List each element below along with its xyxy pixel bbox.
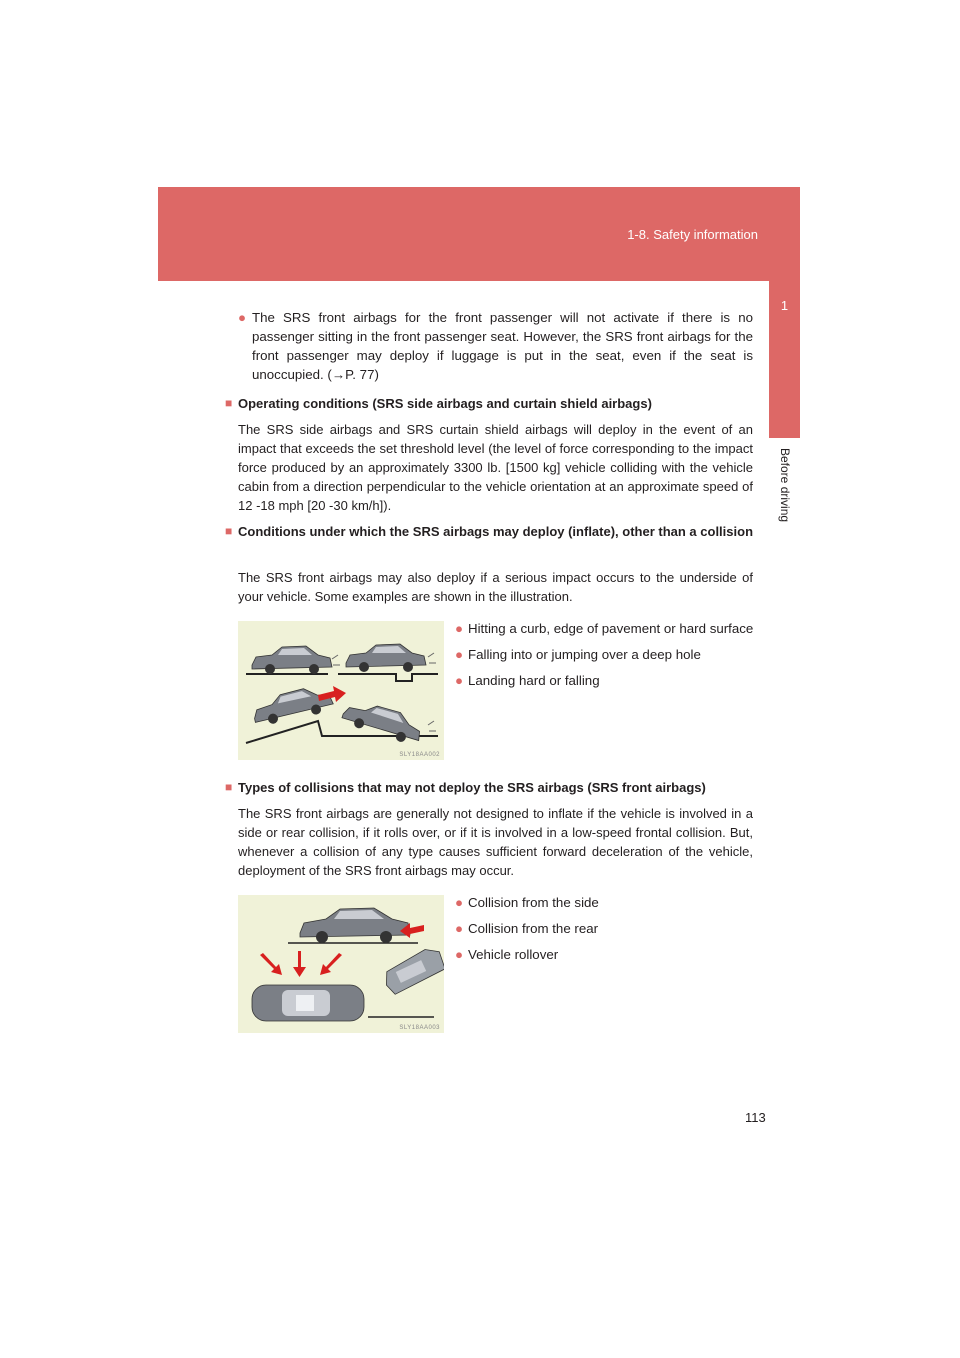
list-item: ● Collision from the side [455,895,599,910]
collision-cars-drawing [238,895,444,1033]
front-passenger-note [238,308,753,384]
square-bullet-icon: ■ [225,780,233,794]
list-item: ● Hitting a curb, edge of pavement or hard surface [455,621,754,636]
section-heading: ■ Operating conditions (SRS side airbags and curtain shield airbags) [225,396,652,411]
front-passenger-note-text: The SRS front airbags for the front passenger will not activate if there is no passenger sitting in the front passenger seat. However, the SRS front airbags for the front passenger may deploy if luggage is put in the seat, even if the seat is unoccupied. (→P. 77) [252,310,753,382]
section-heading: ■ Types of collisions that may not deploy the SRS airbags (SRS front airbags) [225,780,706,795]
section-body: The SRS front airbags are generally not designed to inflate if the vehicle is involved in a side or rear collision, if it rolls over, or if it is involved in a low-speed frontal collision. But, whenever a collision of any type causes sufficient forward deceleration of the vehicle, deployment of the SRS front airbags may occur. [238,806,753,878]
square-bullet-icon: ■ [225,524,233,538]
section-heading: ■ Conditions under which the SRS airbags may deploy (inflate), other than a collision [225,524,754,539]
list-item: ● Landing hard or falling [455,673,600,688]
page-header [158,187,800,281]
chapter-tab [769,281,800,438]
bullet-icon: ● [455,673,464,688]
bullet-icon: ● [455,947,464,962]
figure-code: SLY18AA003 [399,1025,440,1031]
page-number: 113 [745,1110,766,1125]
collision-types-illustration [238,895,444,1033]
curb-impact-illustration [238,621,444,760]
list-item: ● Collision from the rear [455,921,599,936]
list-item: ● Vehicle rollover [455,947,559,962]
figure-code: SLY18AA002 [399,752,440,758]
section-body: The SRS side airbags and SRS curtain shield airbags will deploy in the event of an impact that exceeds the set threshold level (the level of force corresponding to the impact force produced by an approximately 3300 lb. [1500 kg] vehicle colliding with the vehicle cabin from a direction perpendicular to the vehicle orientation at an approximate speed of 12 -18 mph [20 -30 km/h]). [238,422,753,513]
bullet-icon: ● [455,895,464,910]
non-deploy-list [455,893,755,971]
list-item: ● Falling into or jumping over a deep hole [455,647,701,662]
bullet-icon: ● [238,310,247,325]
chapter-number: 1 [780,298,789,313]
bullet-icon: ● [455,921,464,936]
bullet-icon: ● [455,621,464,636]
section-title: 1-8. Safety information [627,227,758,242]
section-body: The SRS front airbags may also deploy if a serious impact occurs to the underside of your vehicle. Some examples are shown in the illustration. [238,570,753,604]
chapter-label: Before driving [778,448,792,523]
bullet-icon: ● [455,647,464,662]
impact-cars-drawing [238,621,444,760]
deploy-conditions-list [455,619,755,697]
square-bullet-icon: ■ [225,396,233,410]
